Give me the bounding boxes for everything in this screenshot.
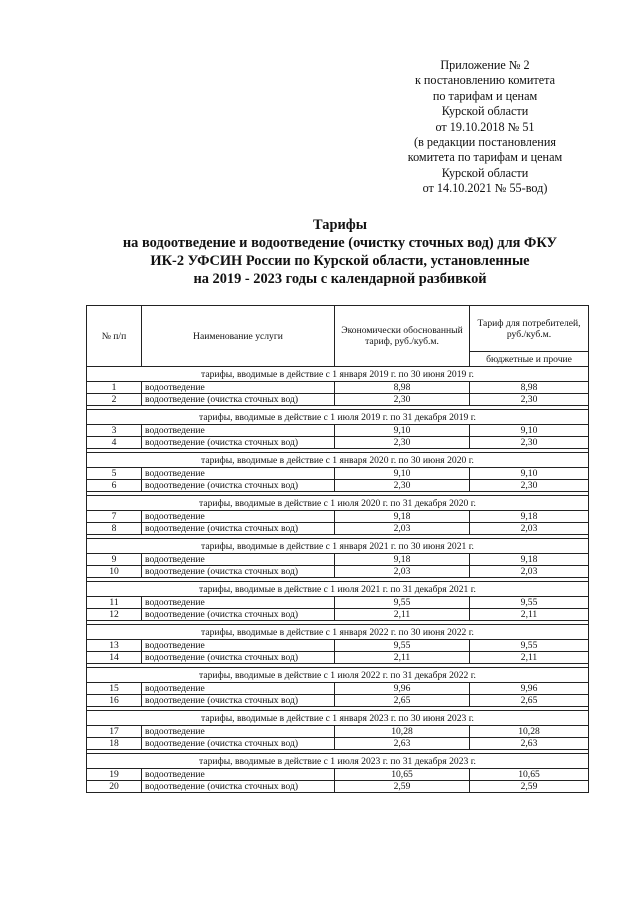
period-label: тарифы, вводимые в действие с 1 июля 2022 г. по 31 декабря 2022 г. — [87, 668, 589, 683]
row-number: 9 — [87, 554, 142, 566]
consumer-tariff-value: 9,18 — [470, 511, 589, 523]
table-row — [87, 695, 589, 707]
appendix-line: по тарифам и ценам — [432, 88, 538, 103]
service-name: водоотведение — [142, 640, 335, 652]
row-number: 14 — [87, 652, 142, 664]
period-label: тарифы, вводимые в действие с 1 июля 2020 г. по 31 декабря 2020 г. — [87, 496, 589, 511]
period-row — [87, 453, 589, 468]
period-row — [87, 754, 589, 769]
header-economic-tariff: Экономически обоснованный тариф, руб./куб.м. — [335, 306, 470, 367]
service-name: водоотведение (очистка сточных вод) — [142, 394, 335, 406]
row-number: 2 — [87, 394, 142, 406]
economic-tariff-value: 2,59 — [335, 781, 470, 793]
period-row — [87, 668, 589, 683]
economic-tariff-value: 2,03 — [335, 566, 470, 578]
period-label: тарифы, вводимые в действие с 1 января 2019 г. по 30 июня 2019 г. — [87, 367, 589, 382]
period-label: тарифы, вводимые в действие с 1 июля 2023 г. по 31 декабря 2023 г. — [87, 754, 589, 769]
period-label: тарифы, вводимые в действие с 1 июля 2021 г. по 31 декабря 2021 г. — [87, 582, 589, 597]
appendix-line: к постановлению комитета — [414, 73, 556, 88]
title-line: на водоотведение и водоотведение (очистку сточных вод) для ФКУ — [122, 235, 558, 251]
row-number: 1 — [87, 382, 142, 394]
period-row — [87, 625, 589, 640]
economic-tariff-value: 9,18 — [335, 554, 470, 566]
consumer-tariff-value: 2,63 — [470, 738, 589, 750]
row-number: 16 — [87, 695, 142, 707]
consumer-tariff-value: 2,30 — [470, 394, 589, 406]
economic-tariff-value: 9,55 — [335, 597, 470, 609]
service-name: водоотведение — [142, 468, 335, 480]
consumer-tariff-value: 2,30 — [470, 480, 589, 492]
row-number: 19 — [87, 769, 142, 781]
table-row — [87, 609, 589, 621]
consumer-tariff-value: 9,55 — [470, 597, 589, 609]
service-name: водоотведение — [142, 382, 335, 394]
period-row — [87, 367, 589, 382]
consumer-tariff-value: 2,03 — [470, 523, 589, 535]
tariffs-table-body — [87, 367, 589, 793]
service-name: водоотведение (очистка сточных вод) — [142, 523, 335, 535]
period-row — [87, 582, 589, 597]
economic-tariff-value: 2,11 — [335, 609, 470, 621]
consumer-tariff-value: 9,55 — [470, 640, 589, 652]
economic-tariff-value: 9,10 — [335, 425, 470, 437]
consumer-tariff-value: 2,11 — [470, 652, 589, 664]
table-row — [87, 781, 589, 793]
economic-tariff-value: 10,65 — [335, 769, 470, 781]
header-num: № п/п — [87, 306, 142, 367]
appendix-line: Курской области — [441, 165, 529, 180]
consumer-tariff-value: 9,10 — [470, 468, 589, 480]
economic-tariff-value: 2,03 — [335, 523, 470, 535]
period-row — [87, 410, 589, 425]
consumer-tariff-value: 9,96 — [470, 683, 589, 695]
appendix-line: комитета по тарифам и ценам — [407, 150, 563, 165]
table-row — [87, 394, 589, 406]
economic-tariff-value: 2,30 — [335, 480, 470, 492]
service-name: водоотведение (очистка сточных вод) — [142, 652, 335, 664]
service-name: водоотведение (очистка сточных вод) — [142, 566, 335, 578]
row-number: 20 — [87, 781, 142, 793]
consumer-tariff-value: 2,30 — [470, 437, 589, 449]
service-name: водоотведение — [142, 425, 335, 437]
appendix-line: (в редакции постановления — [414, 135, 556, 150]
table-row — [87, 566, 589, 578]
table-row — [87, 652, 589, 664]
row-number: 6 — [87, 480, 142, 492]
period-label: тарифы, вводимые в действие с 1 января 2023 г. по 30 июня 2023 г. — [87, 711, 589, 726]
row-number: 11 — [87, 597, 142, 609]
economic-tariff-value: 2,11 — [335, 652, 470, 664]
document-title — [60, 216, 620, 288]
service-name: водоотведение — [142, 769, 335, 781]
period-row — [87, 496, 589, 511]
row-number: 8 — [87, 523, 142, 535]
economic-tariff-value: 9,96 — [335, 683, 470, 695]
economic-tariff-value: 2,63 — [335, 738, 470, 750]
title-line: ИК-2 УФСИН России по Курской области, установленные — [150, 253, 530, 269]
economic-tariff-value: 2,65 — [335, 695, 470, 707]
row-number: 17 — [87, 726, 142, 738]
period-label: тарифы, вводимые в действие с 1 января 2021 г. по 30 июня 2021 г. — [87, 539, 589, 554]
economic-tariff-value: 2,30 — [335, 394, 470, 406]
consumer-tariff-value: 2,59 — [470, 781, 589, 793]
table-row — [87, 468, 589, 480]
row-number: 15 — [87, 683, 142, 695]
economic-tariff-value: 9,55 — [335, 640, 470, 652]
table-row — [87, 640, 589, 652]
period-label: тарифы, вводимые в действие с 1 января 2022 г. по 30 июня 2022 г. — [87, 625, 589, 640]
header-consumer-tariff: Тариф для потребителей, руб./куб.м. — [470, 306, 589, 352]
economic-tariff-value: 9,18 — [335, 511, 470, 523]
table-row — [87, 480, 589, 492]
service-name: водоотведение — [142, 554, 335, 566]
service-name: водоотведение (очистка сточных вод) — [142, 437, 335, 449]
service-name: водоотведение — [142, 597, 335, 609]
title-line: на 2019 - 2023 годы с календарной разбивкой — [193, 271, 487, 287]
economic-tariff-value: 10,28 — [335, 726, 470, 738]
tariffs-table — [86, 305, 589, 793]
economic-tariff-value: 9,10 — [335, 468, 470, 480]
table-row — [87, 597, 589, 609]
consumer-tariff-value: 2,11 — [470, 609, 589, 621]
period-label: тарифы, вводимые в действие с 1 января 2020 г. по 30 июня 2020 г. — [87, 453, 589, 468]
consumer-tariff-value: 9,18 — [470, 554, 589, 566]
table-row — [87, 425, 589, 437]
period-row — [87, 539, 589, 554]
row-number: 18 — [87, 738, 142, 750]
row-number: 5 — [87, 468, 142, 480]
economic-tariff-value: 8,98 — [335, 382, 470, 394]
table-row — [87, 683, 589, 695]
period-label: тарифы, вводимые в действие с 1 июля 2019 г. по 31 декабря 2019 г. — [87, 410, 589, 425]
service-name: водоотведение (очистка сточных вод) — [142, 695, 335, 707]
appendix-line: от 14.10.2021 № 55-вод) — [422, 181, 548, 196]
service-name: водоотведение — [142, 726, 335, 738]
table-row — [87, 437, 589, 449]
header-consumer-subgroup: бюджетные и прочие — [470, 352, 589, 367]
table-row — [87, 523, 589, 535]
table-row — [87, 511, 589, 523]
table-row — [87, 382, 589, 394]
consumer-tariff-value: 2,65 — [470, 695, 589, 707]
economic-tariff-value: 2,30 — [335, 437, 470, 449]
table-row — [87, 738, 589, 750]
row-number: 4 — [87, 437, 142, 449]
consumer-tariff-value: 10,28 — [470, 726, 589, 738]
table-row — [87, 769, 589, 781]
title-line: Тарифы — [313, 217, 367, 233]
row-number: 7 — [87, 511, 142, 523]
service-name: водоотведение (очистка сточных вод) — [142, 609, 335, 621]
appendix-block — [370, 58, 600, 197]
row-number: 10 — [87, 566, 142, 578]
appendix-line: Приложение № 2 — [440, 58, 530, 72]
appendix-line: от 19.10.2018 № 51 — [435, 119, 535, 134]
appendix-line: Курской области — [441, 104, 529, 119]
service-name: водоотведение (очистка сточных вод) — [142, 781, 335, 793]
row-number: 13 — [87, 640, 142, 652]
row-number: 12 — [87, 609, 142, 621]
consumer-tariff-value: 10,65 — [470, 769, 589, 781]
consumer-tariff-value: 9,10 — [470, 425, 589, 437]
service-name: водоотведение — [142, 511, 335, 523]
row-number: 3 — [87, 425, 142, 437]
service-name: водоотведение — [142, 683, 335, 695]
consumer-tariff-value: 2,03 — [470, 566, 589, 578]
header-service-name: Наименование услуги — [142, 306, 335, 367]
consumer-tariff-value: 8,98 — [470, 382, 589, 394]
service-name: водоотведение (очистка сточных вод) — [142, 480, 335, 492]
table-row — [87, 726, 589, 738]
table-row — [87, 554, 589, 566]
period-row — [87, 711, 589, 726]
service-name: водоотведение (очистка сточных вод) — [142, 738, 335, 750]
